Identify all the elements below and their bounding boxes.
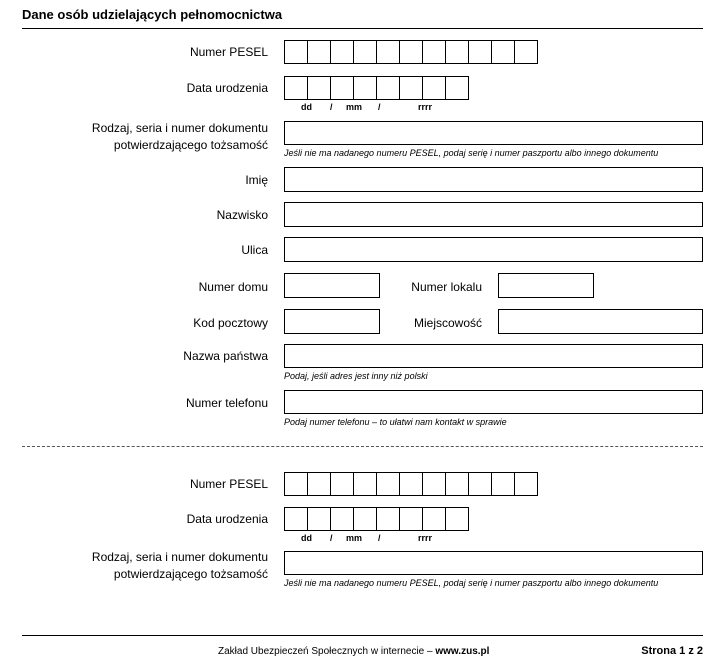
person-separator bbox=[22, 446, 703, 447]
pesel-digit-cell[interactable] bbox=[468, 40, 492, 64]
pesel-digit-cell[interactable] bbox=[399, 472, 423, 496]
pesel-digit-cell[interactable] bbox=[422, 40, 446, 64]
pesel-digit-cell[interactable] bbox=[445, 40, 469, 64]
date-digit-cell[interactable] bbox=[353, 507, 377, 531]
date-digit-cell[interactable] bbox=[376, 76, 400, 100]
date-dd-label: dd bbox=[301, 533, 312, 543]
date-digit-cell[interactable] bbox=[445, 507, 469, 531]
pesel-digit-cell[interactable] bbox=[399, 40, 423, 64]
city-label: Miejscowość bbox=[413, 316, 482, 330]
date-digit-cell[interactable] bbox=[422, 507, 446, 531]
pesel-label: Numer PESEL bbox=[189, 45, 268, 59]
pesel-digit-cell[interactable] bbox=[514, 40, 538, 64]
pesel-digit-cell[interactable] bbox=[468, 472, 492, 496]
pesel-label: Numer PESEL bbox=[189, 477, 268, 491]
pesel-digit-cell[interactable] bbox=[330, 472, 354, 496]
footer-site-link[interactable]: www.zus.pl bbox=[435, 646, 490, 657]
pesel-digit-cell[interactable] bbox=[353, 472, 377, 496]
document-hint: Jeśli nie ma nadanego numeru PESEL, podaj serię i numer paszportu albo innego dokumentu bbox=[284, 578, 659, 588]
pesel-digit-cell[interactable] bbox=[284, 40, 308, 64]
pesel-input[interactable] bbox=[284, 472, 538, 496]
date-digit-cell[interactable] bbox=[330, 76, 354, 100]
date-separator: / bbox=[378, 533, 381, 543]
birth-date-label: Data urodzenia bbox=[186, 512, 268, 526]
pesel-digit-cell[interactable] bbox=[514, 472, 538, 496]
date-mm-label: mm bbox=[346, 102, 363, 112]
flat-number-label: Numer lokalu bbox=[411, 280, 482, 294]
page-number: Strona 1 z 2 bbox=[641, 645, 703, 657]
pesel-digit-cell[interactable] bbox=[307, 472, 331, 496]
first-name-label: Imię bbox=[245, 173, 268, 187]
document-input[interactable] bbox=[284, 121, 703, 145]
flat-number-input[interactable] bbox=[498, 273, 594, 298]
date-separator: / bbox=[330, 102, 333, 112]
date-digit-cell[interactable] bbox=[445, 76, 469, 100]
date-digit-cell[interactable] bbox=[284, 76, 308, 100]
date-digit-cell[interactable] bbox=[330, 507, 354, 531]
country-input[interactable] bbox=[284, 344, 703, 368]
document-hint: Jeśli nie ma nadanego numeru PESEL, podaj serię i numer paszportu albo innego dokumentu bbox=[284, 148, 659, 158]
last-name-input[interactable] bbox=[284, 202, 703, 227]
postal-code-label: Kod pocztowy bbox=[193, 316, 268, 330]
phone-input[interactable] bbox=[284, 390, 703, 414]
phone-label: Numer telefonu bbox=[185, 396, 268, 410]
postal-code-input[interactable] bbox=[284, 309, 380, 334]
date-digit-cell[interactable] bbox=[399, 76, 423, 100]
date-digit-cell[interactable] bbox=[307, 76, 331, 100]
last-name-label: Nazwisko bbox=[216, 208, 268, 222]
date-separator: / bbox=[378, 102, 381, 112]
birth-date-input[interactable] bbox=[284, 76, 469, 100]
house-number-input[interactable] bbox=[284, 273, 380, 298]
house-number-label: Numer domu bbox=[198, 280, 268, 294]
street-label: Ulica bbox=[241, 243, 268, 257]
pesel-digit-cell[interactable] bbox=[330, 40, 354, 64]
date-digit-cell[interactable] bbox=[422, 76, 446, 100]
country-hint: Podaj, jeśli adres jest inny niż polski bbox=[284, 371, 428, 381]
footer-text bbox=[218, 646, 489, 657]
pesel-digit-cell[interactable] bbox=[445, 472, 469, 496]
section-title: Dane osób udzielających pełnomocnictwa bbox=[22, 7, 283, 22]
date-digit-cell[interactable] bbox=[284, 507, 308, 531]
pesel-digit-cell[interactable] bbox=[491, 472, 515, 496]
birth-date-input[interactable] bbox=[284, 507, 469, 531]
date-digit-cell[interactable] bbox=[307, 507, 331, 531]
pesel-digit-cell[interactable] bbox=[376, 40, 400, 64]
title-divider bbox=[22, 28, 703, 29]
pesel-digit-cell[interactable] bbox=[491, 40, 515, 64]
date-rrrr-label: rrrr bbox=[418, 102, 433, 112]
date-rrrr-label: rrrr bbox=[418, 533, 433, 543]
phone-hint: Podaj numer telefonu – to ułatwi nam kontakt w sprawie bbox=[284, 417, 507, 427]
date-dd-label: dd bbox=[301, 102, 312, 112]
footer-divider bbox=[22, 635, 703, 636]
pesel-input[interactable] bbox=[284, 40, 538, 64]
date-digit-cell[interactable] bbox=[399, 507, 423, 531]
country-label: Nazwa państwa bbox=[183, 349, 268, 363]
document-label-line1: Rodzaj, seria i numer dokumentu bbox=[91, 121, 268, 135]
pesel-digit-cell[interactable] bbox=[422, 472, 446, 496]
document-input[interactable] bbox=[284, 551, 703, 575]
pesel-digit-cell[interactable] bbox=[284, 472, 308, 496]
city-input[interactable] bbox=[498, 309, 703, 334]
pesel-digit-cell[interactable] bbox=[307, 40, 331, 64]
date-digit-cell[interactable] bbox=[376, 507, 400, 531]
date-mm-label: mm bbox=[346, 533, 363, 543]
pesel-digit-cell[interactable] bbox=[376, 472, 400, 496]
street-input[interactable] bbox=[284, 237, 703, 262]
date-separator: / bbox=[330, 533, 333, 543]
document-label-line1: Rodzaj, seria i numer dokumentu bbox=[91, 550, 268, 564]
first-name-input[interactable] bbox=[284, 167, 703, 192]
pesel-digit-cell[interactable] bbox=[353, 40, 377, 64]
footer-caption: Zakład Ubezpieczeń Społecznych w internecie – bbox=[218, 646, 436, 657]
date-digit-cell[interactable] bbox=[353, 76, 377, 100]
document-label-line2: potwierdzającego tożsamość bbox=[113, 138, 268, 152]
document-label-line2: potwierdzającego tożsamość bbox=[113, 567, 268, 581]
birth-date-label: Data urodzenia bbox=[186, 81, 268, 95]
